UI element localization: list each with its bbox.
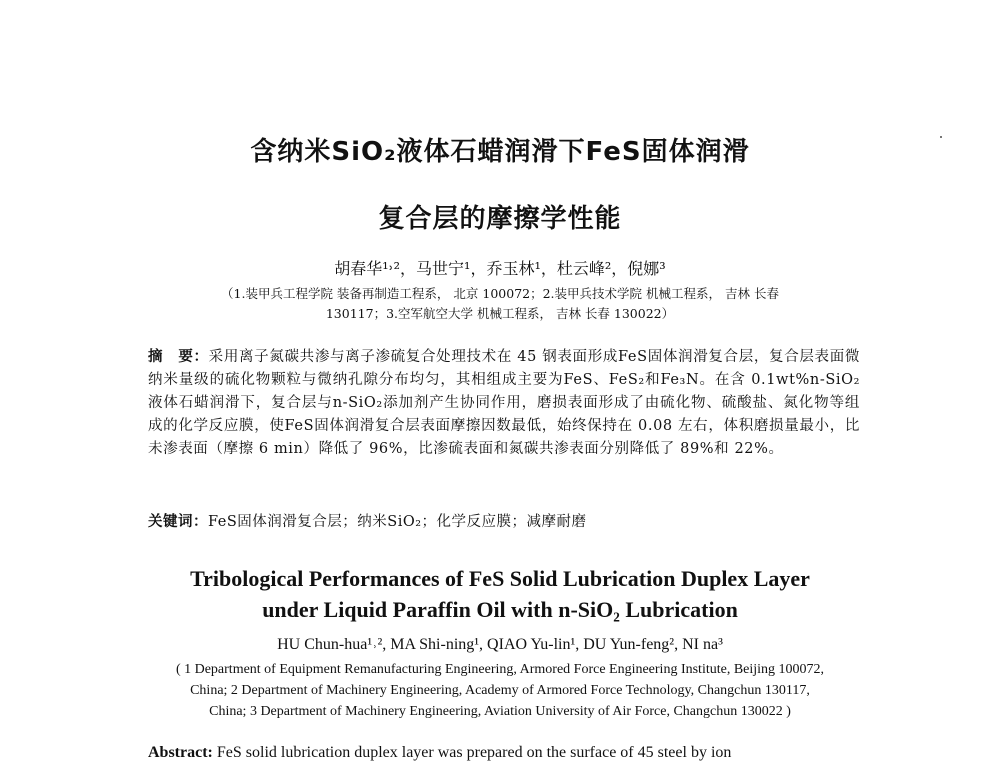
english-abstract-label: Abstract:	[148, 744, 213, 761]
chinese-keywords-label: 关键词：	[148, 514, 208, 530]
english-abstract	[148, 744, 860, 762]
english-abstract-text: FeS solid lubrication duplex layer was prepared on the surface of 45 steel by ion	[212, 744, 732, 761]
english-title-line-1: Tribological Performances of FeS Solid Lubrication Duplex Layer	[190, 566, 810, 591]
chinese-keywords-text: FeS固体润滑复合层；纳米SiO₂；化学反应膜；减摩耐磨	[208, 514, 587, 530]
english-authors: HU Chun-hua¹˒², MA Shi-ning¹, QIAO Yu-lin¹, DU Yun-feng², NI na³	[277, 636, 723, 653]
english-affiliation-line-3: China; 3 Department of Machinery Engineering, Aviation University of Air Force, Changchun 130022 )	[209, 704, 791, 719]
chinese-title-line-2: 复合层的摩擦学性能	[378, 204, 622, 234]
chinese-keywords	[148, 510, 860, 531]
chinese-authors: 胡春华¹˒²，马世宁¹，乔玉林¹，杜云峰²，倪娜³	[334, 259, 666, 278]
chinese-affiliation-line-2: 130117；3.空军航空大学 机械工程系， 吉林 长春 130022）	[325, 306, 675, 321]
chinese-abstract-label: 摘 要：	[148, 349, 209, 365]
chinese-abstract-text: 采用离子氮碳共渗与离子渗硫复合处理技术在 45 钢表面形成FeS固体润滑复合层，复合层表面微纳米量级的硫化物颗粒与微纳孔隙分布均匀，其相组成主要为FeS、FeS₂和Fe₃N。在含 0.1wt%n-SiO₂液体石蜡润滑下，复合层与n-SiO₂添加剂产生协同作用，磨损表面形成了由硫化物、硫酸盐、氮化物等组成的化学反应膜，使FeS固体润滑复合层表面摩擦因数最低，始终保持在 0.08 左右，体积磨损量最小，比未渗表面（摩擦 6 min）降低了 96%，比渗硫表面和氮碳共渗表面分别降低了 89%和 22%。	[148, 349, 860, 457]
chinese-affiliation-line-1: （1.装甲兵工程学院 装备再制造工程系， 北京 100072；2.装甲兵技术学院 机械工程系， 吉林 长春	[221, 286, 779, 301]
chinese-title-line-1: 含纳米SiO₂液体石蜡润滑下FeS固体润滑	[250, 137, 750, 167]
english-affiliation-line-1: ( 1 Department of Equipment Remanufacturing Engineering, Armored Force Engineering Institute, Beijing 100072,	[175, 662, 825, 677]
english-affiliation-line-2: China; 2 Department of Machinery Engineering, Academy of Armored Force Technology, Changchun 130117,	[190, 683, 810, 698]
english-title-line-2: under Liquid Paraffin Oil with n-SiO₂ Lubrication	[262, 597, 738, 622]
chinese-abstract	[148, 346, 860, 461]
